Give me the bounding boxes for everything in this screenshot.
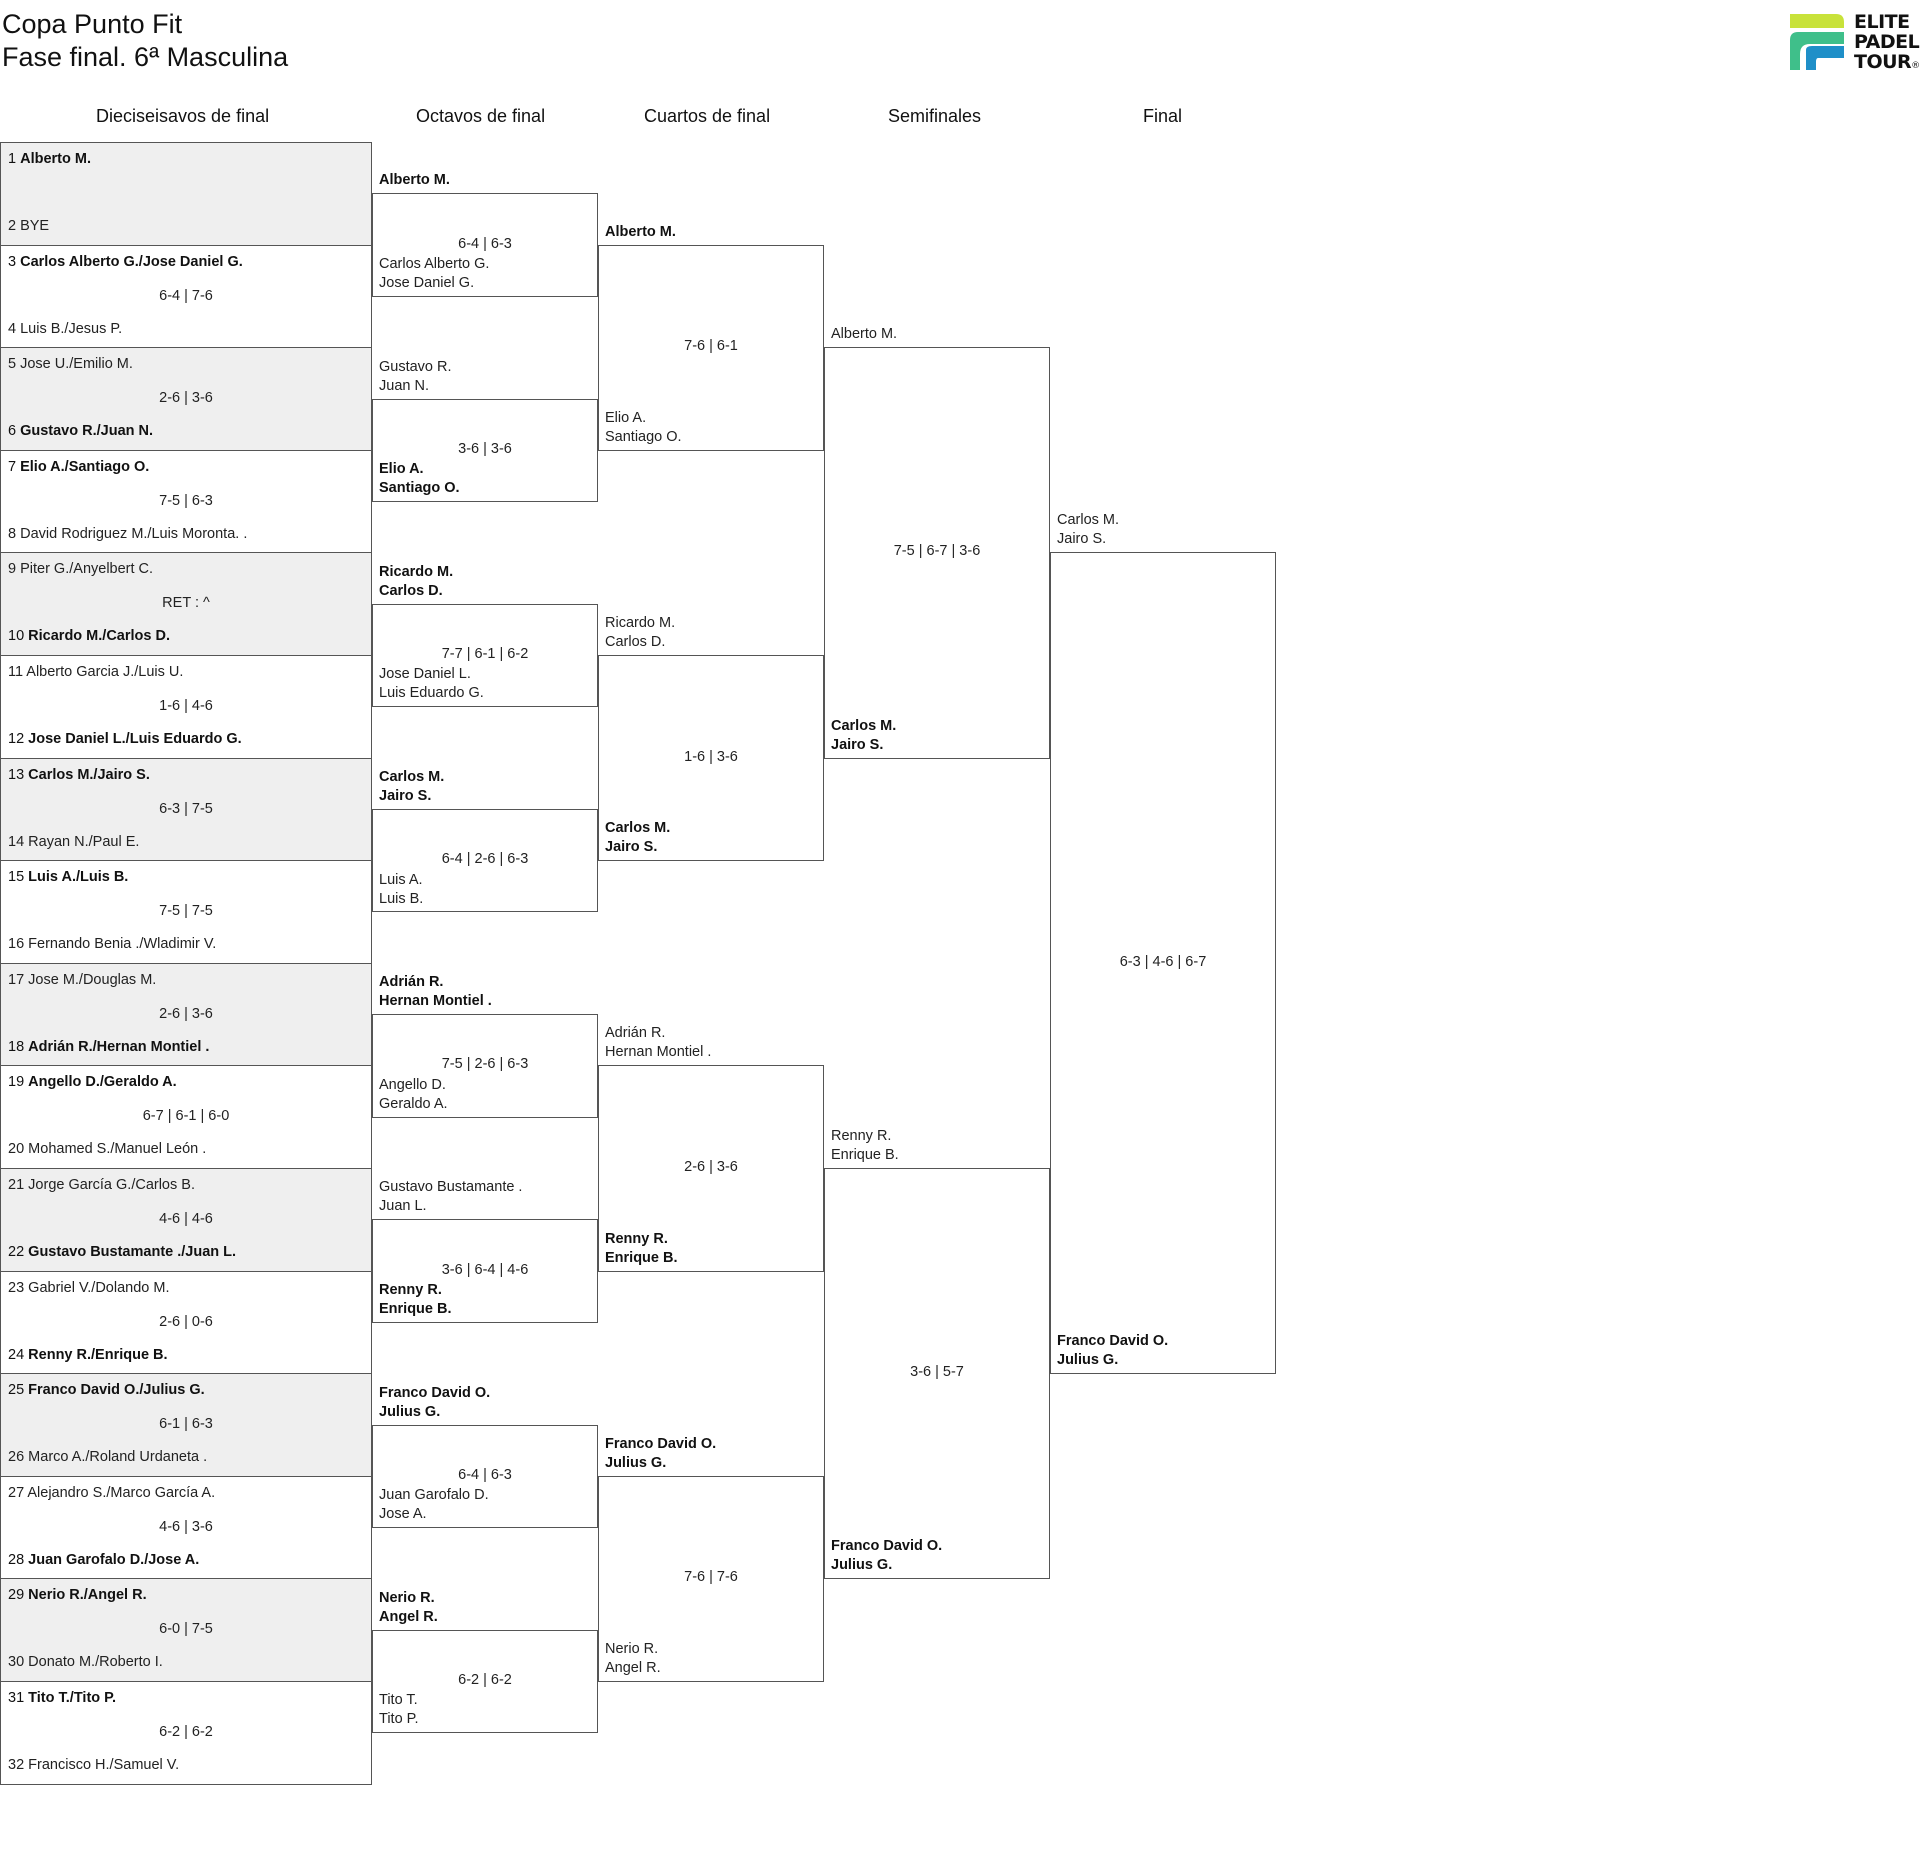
team-entry: Franco David O. Julius G. — [831, 1538, 943, 1574]
seed-number: 31 — [8, 1690, 29, 1706]
team-entry — [8, 1140, 206, 1159]
match-score: 6-0 | 7-5 — [159, 1621, 213, 1638]
seed-number: 5 — [8, 356, 21, 373]
team-name: Carlos M./Jairo S. — [28, 766, 150, 783]
team-name: Tito T./Tito P. — [28, 1690, 116, 1706]
team-name: Gabriel V./Dolando M. — [28, 1279, 170, 1296]
match-score: 6-4 | 2-6 | 6-3 — [441, 851, 529, 868]
team-entry — [8, 1038, 209, 1057]
seed-number: 11 — [8, 664, 27, 680]
team-name: David Rodriguez M./Luis Moronta. . — [20, 525, 248, 542]
team-entry: Alberto M. — [831, 326, 898, 343]
seed-number: 4 — [8, 320, 21, 337]
team-entry — [8, 1484, 215, 1503]
team-name: Marco A./Roland Urdaneta . — [28, 1449, 208, 1466]
seed-number: 18 — [8, 1038, 29, 1055]
team-entry — [8, 935, 216, 954]
match-score: 3-6 | 6-4 | 4-6 — [441, 1261, 529, 1278]
team-entry: Renny R. Enrique B. — [831, 1128, 899, 1163]
seed-number: 8 — [8, 525, 21, 542]
logo-line-2: PADEL — [1854, 31, 1920, 53]
team-name: Piter G./Anyelbert C. — [20, 561, 154, 578]
seed-number: 10 — [8, 628, 29, 645]
match-score: 6-2 | 6-2 — [458, 1672, 512, 1688]
team-entry — [8, 833, 139, 852]
team-entry: Gustavo Bustamante . Juan L. — [379, 1179, 523, 1215]
seed-number: 30 — [8, 1654, 29, 1671]
seed-number: 25 — [8, 1382, 29, 1399]
seed-number: 28 — [8, 1551, 29, 1568]
team-entry: Elio A. Santiago O. — [605, 409, 682, 445]
match-score: 6-4 | 6-3 — [458, 235, 512, 252]
match-score: 6-3 | 4-6 | 6-7 — [1119, 953, 1207, 970]
round-header-sf: Semifinales — [888, 106, 982, 126]
match-score: 6-4 | 6-3 — [458, 1466, 512, 1483]
team-entry — [8, 1073, 177, 1092]
seed-number: 15 — [8, 869, 29, 886]
team-entry: Ricardo M. Carlos D. — [605, 615, 676, 650]
match-score: 3-6 | 5-7 — [910, 1364, 964, 1381]
team-entry — [8, 766, 150, 785]
logo-line-1: ELITE — [1854, 11, 1910, 33]
team-entry: Renny R. Enrique B. — [379, 1281, 452, 1317]
team-entry: Jose Daniel L. Luis Eduardo G. — [379, 666, 484, 702]
team-entry — [8, 1448, 207, 1467]
seed-number: 6 — [8, 423, 21, 440]
seed-number: 9 — [8, 561, 21, 578]
match-score: 6-4 | 7-6 — [159, 287, 213, 304]
team-entry — [8, 422, 153, 441]
match-score: 6-1 | 6-3 — [159, 1416, 213, 1433]
team-entry: Gustavo R. Juan N. — [379, 358, 452, 394]
team-name: Ricardo M./Carlos D. — [28, 628, 170, 645]
seed-number: 16 — [8, 936, 29, 953]
team-name: Renny R./Enrique B. — [28, 1346, 168, 1363]
round-header-r32: Dieciseisavos de final — [96, 106, 270, 126]
team-entry — [8, 1381, 205, 1400]
seed-number: 7 — [8, 458, 21, 475]
team-name: Luis A./Luis B. — [28, 869, 129, 886]
match-score: 3-6 | 3-6 — [458, 440, 512, 457]
seed-number: 32 — [8, 1757, 29, 1773]
seed-number: 12 — [8, 731, 29, 747]
team-entry: Tito T. Tito P. — [379, 1692, 419, 1728]
team-name: Donato M./Roberto I. — [28, 1654, 163, 1671]
match-score: 2-6 | 0-6 — [159, 1313, 213, 1330]
team-entry: Juan Garofalo D. Jose A. — [379, 1487, 489, 1523]
team-name: Luis B./Jesus P. — [20, 320, 123, 337]
match-score: 7-5 | 6-7 | 3-6 — [893, 543, 981, 560]
team-entry: Franco David O. Julius G. — [1057, 1333, 1169, 1369]
team-entry: Renny R. Enrique B. — [605, 1230, 678, 1266]
team-entry — [8, 663, 183, 682]
match-score: 4-6 | 3-6 — [159, 1518, 213, 1535]
match-score: 1-6 | 3-6 — [684, 748, 738, 765]
team-entry: Adrián R. Hernan Montiel . — [605, 1025, 712, 1061]
team-entry — [8, 1551, 199, 1570]
team-entry — [8, 1346, 168, 1365]
team-name: Jose M./Douglas M. — [28, 971, 157, 988]
seed-number: 13 — [8, 766, 29, 783]
team-entry — [8, 150, 91, 169]
team-entry — [8, 971, 156, 990]
team-entry: Luis A. Luis B. — [379, 871, 424, 907]
seed-number: 2 — [8, 218, 21, 234]
match-score: 2-6 | 3-6 — [159, 1005, 213, 1022]
team-entry: Franco David O. Julius G. — [379, 1384, 491, 1420]
team-entry — [8, 1653, 163, 1672]
match-score: 2-6 | 3-6 — [684, 1159, 738, 1175]
team-name: Angello D./Geraldo A. — [28, 1074, 177, 1091]
team-entry — [8, 217, 49, 236]
team-name: Carlos Alberto G./Jose Daniel G. — [20, 253, 243, 270]
team-entry — [8, 1243, 236, 1262]
team-entry — [8, 1586, 147, 1605]
team-name: Elio A./Santiago O. — [20, 458, 150, 475]
round-header-qf: Cuartos de final — [644, 106, 771, 126]
match-score: 2-6 | 3-6 — [159, 390, 213, 407]
match-score: 7-7 | 6-1 | 6-2 — [441, 646, 529, 662]
team-name: Jorge García G./Carlos B. — [28, 1177, 195, 1193]
team-entry: Angello D. Geraldo A. — [379, 1076, 448, 1112]
seed-number: 20 — [8, 1141, 29, 1158]
team-name: Rayan N./Paul E. — [28, 833, 140, 850]
match-score: 7-6 | 6-1 — [684, 338, 738, 355]
seed-number: 19 — [8, 1074, 29, 1091]
match-score: 7-5 | 6-3 — [159, 492, 213, 509]
match-score: 4-6 | 4-6 — [159, 1211, 213, 1227]
team-name: Juan Garofalo D./Jose A. — [28, 1551, 200, 1568]
match-score: 7-6 | 7-6 — [684, 1569, 738, 1586]
team-entry — [8, 1176, 195, 1195]
match-score: 6-7 | 6-1 | 6-0 — [142, 1108, 230, 1125]
seed-number: 27 — [8, 1484, 28, 1501]
team-name: Gustavo Bustamante ./Juan L. — [28, 1244, 237, 1260]
match-score: 7-5 | 2-6 | 6-3 — [441, 1056, 529, 1073]
team-entry: Alberto M. — [379, 172, 450, 189]
team-entry — [8, 320, 122, 339]
round-header-r16: Octavos de final — [416, 106, 546, 126]
seed-number: 29 — [8, 1587, 29, 1604]
match-score: 7-5 | 7-5 — [159, 903, 213, 920]
team-entry: Carlos M. Jairo S. — [831, 717, 897, 753]
team-entry: Ricardo M. Carlos D. — [379, 563, 454, 599]
draw-name: Fase final. 6ª Masculina — [2, 42, 289, 72]
team-entry: Adrián R. Hernan Montiel . — [379, 974, 492, 1010]
team-entry — [8, 627, 170, 646]
team-entry — [8, 525, 247, 544]
team-name: Nerio R./Angel R. — [28, 1587, 147, 1604]
team-name: Jose U./Emilio M. — [20, 356, 133, 373]
seed-number: 22 — [8, 1244, 29, 1260]
team-entry: Carlos M. Jairo S. — [379, 768, 445, 804]
team-entry — [8, 1279, 170, 1298]
match-score: 6-3 | 7-5 — [159, 800, 213, 817]
seed-number: 1 — [8, 151, 21, 167]
seed-number: 23 — [8, 1279, 29, 1296]
team-entry: Elio A. Santiago O. — [379, 461, 460, 497]
team-entry: Carlos M. Jairo S. — [605, 820, 671, 856]
team-entry: Carlos M. Jairo S. — [1057, 512, 1120, 548]
registered-mark: ® — [1911, 61, 1920, 71]
seed-number: 14 — [8, 833, 29, 850]
team-entry: Nerio R. Angel R. — [605, 1641, 661, 1676]
match-score: 1-6 | 4-6 — [159, 698, 213, 714]
seed-number: 3 — [8, 253, 21, 270]
team-entry — [8, 355, 133, 374]
team-entry: Franco David O. Julius G. — [605, 1435, 717, 1471]
seed-number: 17 — [8, 971, 29, 988]
team-name: Franco David O./Julius G. — [28, 1382, 205, 1399]
team-entry — [8, 868, 128, 887]
team-name: Fernando Benia ./Wladimir V. — [28, 936, 217, 953]
team-entry: Alberto M. — [605, 223, 676, 240]
team-name: Adrián R./Hernan Montiel . — [28, 1038, 210, 1055]
match-score: RET : ^ — [162, 595, 210, 612]
team-entry — [8, 1756, 179, 1775]
seed-number: 21 — [8, 1177, 29, 1193]
team-entry — [8, 730, 242, 749]
team-name: Francisco H./Samuel V. — [28, 1757, 180, 1773]
team-name: Jose Daniel L./Luis Eduardo G. — [28, 731, 242, 747]
team-entry — [8, 253, 243, 272]
team-name: Alejandro S./Marco García A. — [27, 1484, 216, 1501]
team-entry: Carlos Alberto G. Jose Daniel G. — [379, 255, 490, 291]
team-name: Mohamed S./Manuel León . — [28, 1141, 207, 1158]
team-entry — [8, 1689, 116, 1708]
team-name: Alberto Garcia J./Luis U. — [26, 664, 184, 680]
seed-number: 26 — [8, 1449, 29, 1466]
team-entry: Nerio R. Angel R. — [379, 1589, 438, 1625]
seed-number: 24 — [8, 1346, 29, 1363]
match-score: 6-2 | 6-2 — [159, 1724, 213, 1740]
team-name: Alberto M. — [20, 151, 91, 167]
team-name: Gustavo R./Juan N. — [20, 423, 154, 440]
team-entry — [8, 560, 153, 579]
team-name: BYE — [20, 218, 50, 234]
team-entry — [8, 458, 149, 477]
round-header-final: Final — [1143, 106, 1183, 126]
tournament-name: Copa Punto Fit — [2, 9, 183, 39]
logo-line-3: TOUR — [1854, 51, 1912, 73]
